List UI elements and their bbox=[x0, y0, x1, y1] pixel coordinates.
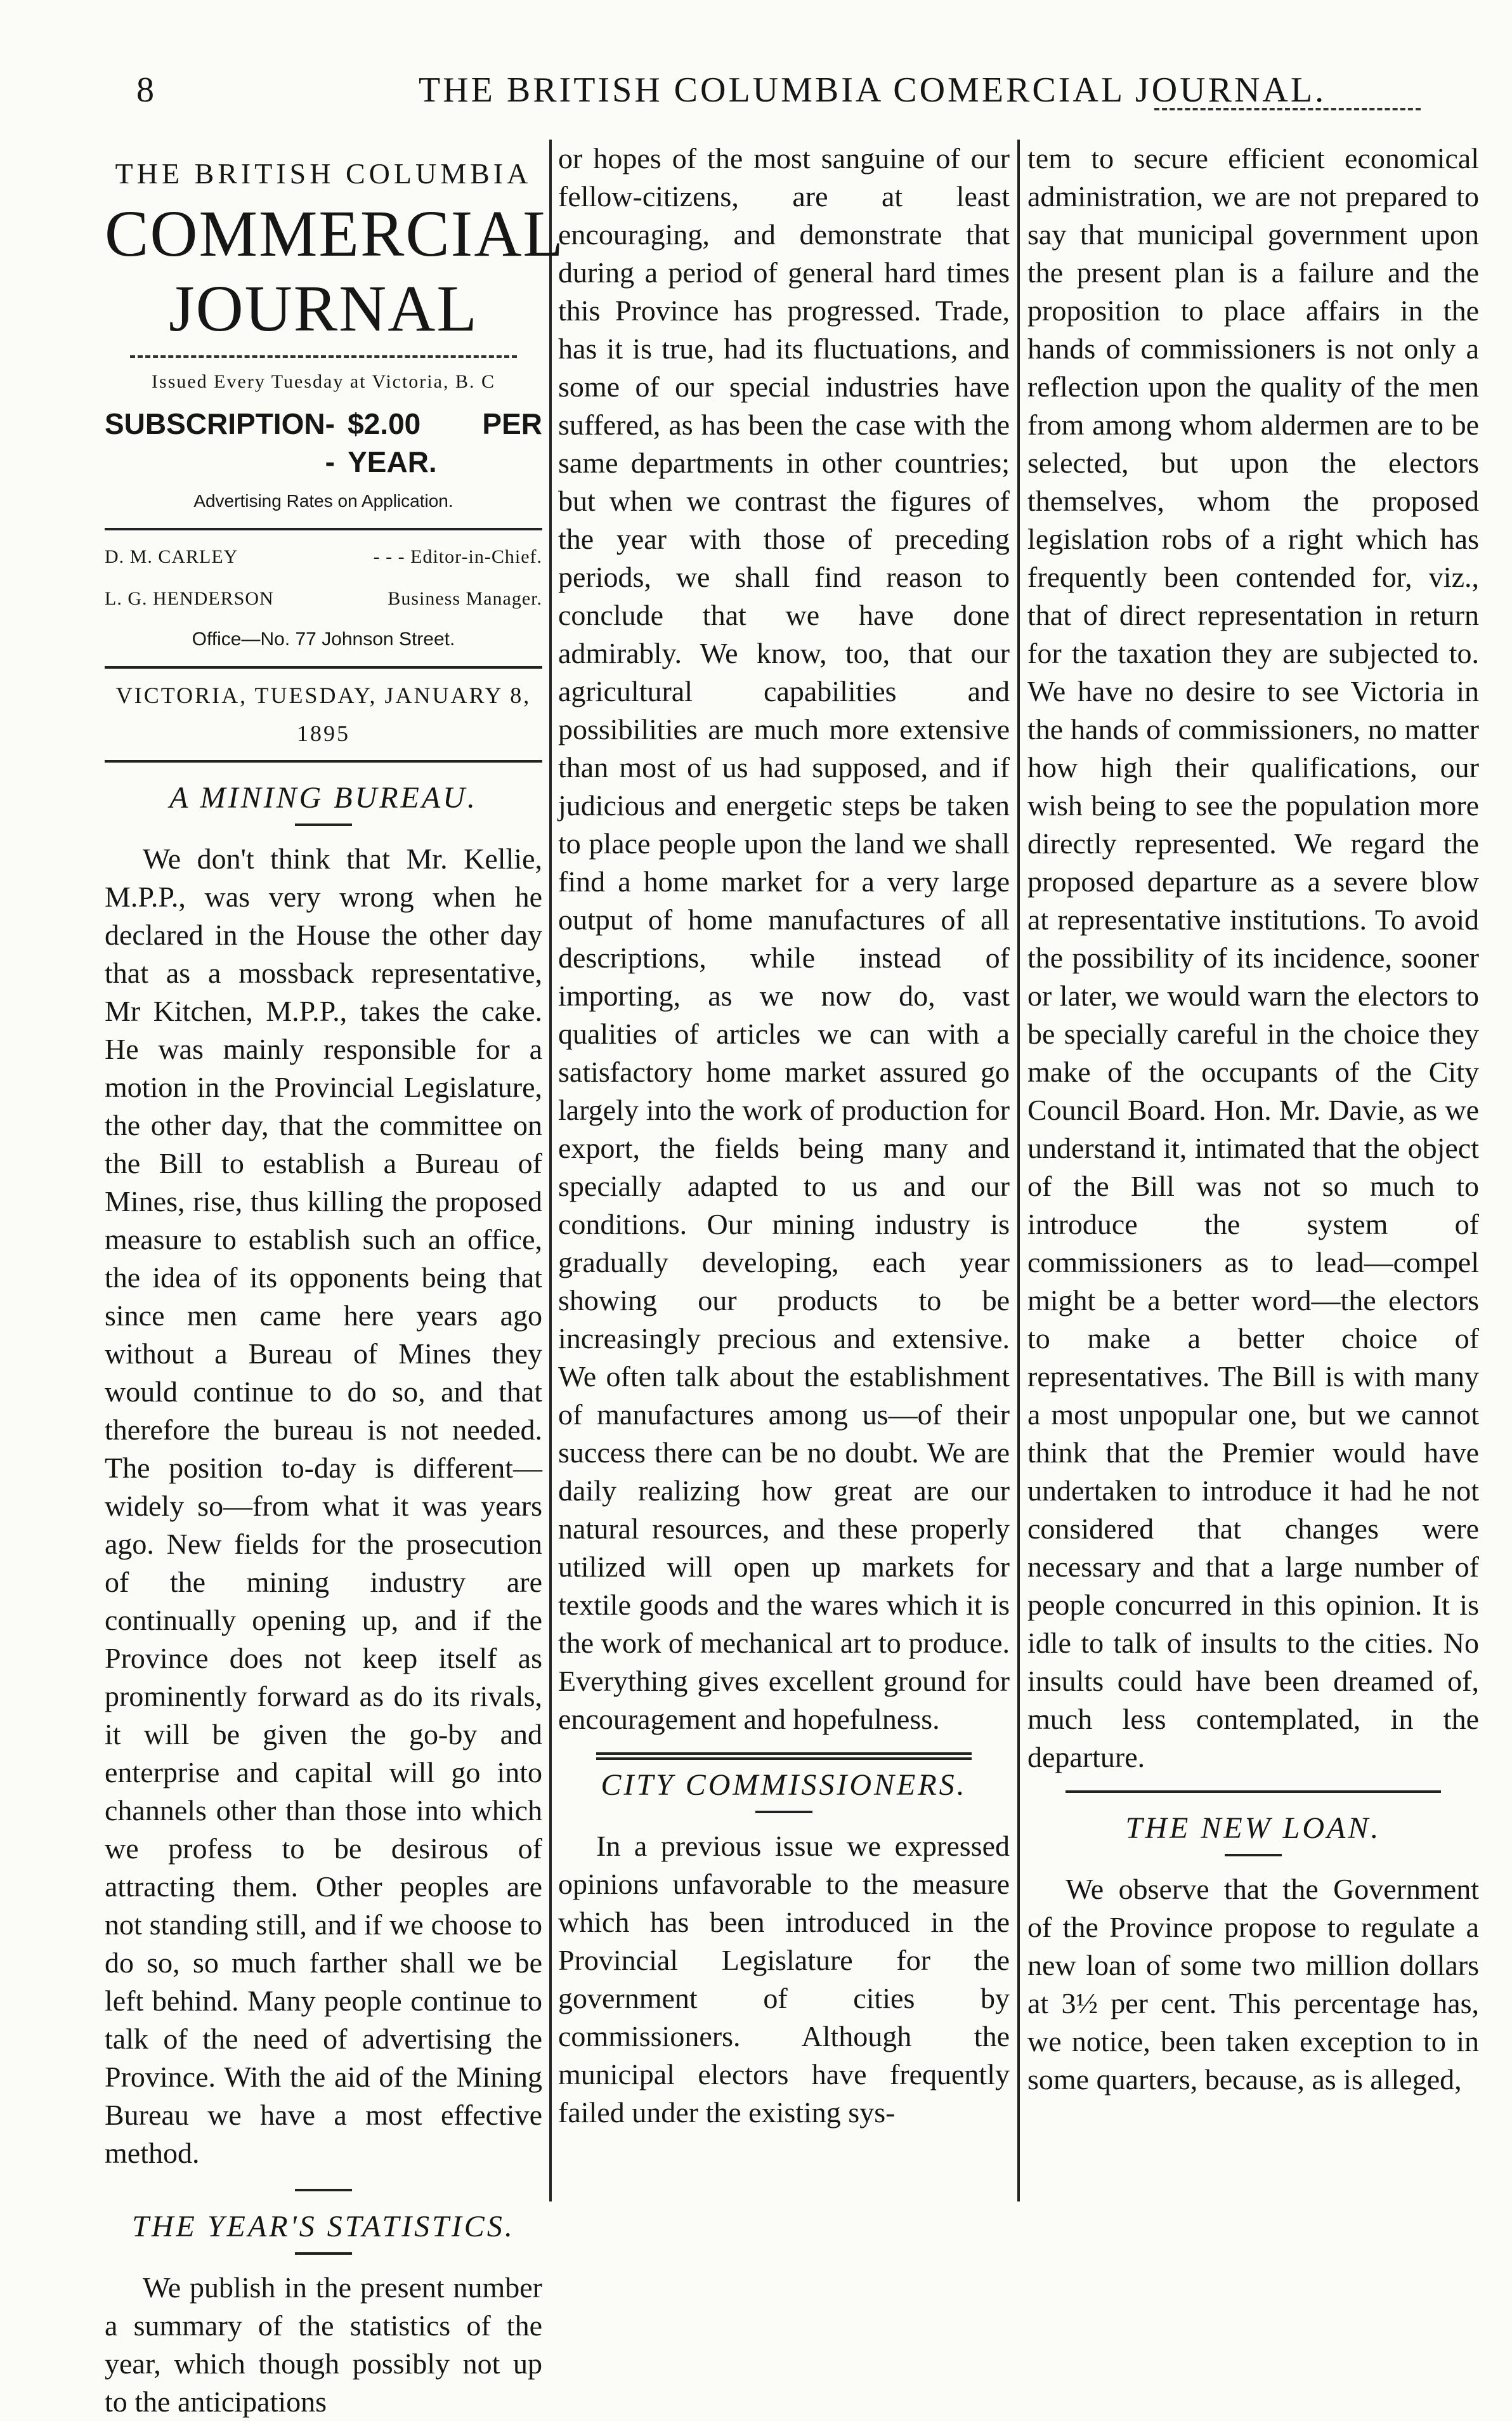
headline-rule bbox=[295, 823, 352, 826]
article-headline: A MINING BUREAU. bbox=[169, 781, 478, 815]
header-dashed-rule bbox=[1154, 108, 1421, 110]
subscription-price: $2.00 PER YEAR. bbox=[348, 407, 542, 478]
article-body: We publish in the present number a summary of the statistics of the year, which though possibly not up to the anticipations bbox=[105, 2271, 542, 2418]
article-body: We don't think that Mr. Kellie, M.P.P., was very wrong when he declared in the House the other day that as a mossback representative, Mr Kitchen, M.P.P., takes the cake. He was mainly responsible for a motion in the Provincial Legislature, the other day, that the committee on the Bill to establish a Bureau of Mines, rise, thus killing the proposed measure to establish such an office, the idea of its opponents being that since men came here years ago without a Bureau of Mines they would continue to do so, and that therefore the bureau is not needed. The position to-day is different—widely so—from what it was years ago. New fields for the prosecution of the mining industry are continually opening up, and if the Province does not keep itself as prominently forward as do its rivals, it will be given the go-by and enterprise and capital will go into channels other than those into which we profess to be desirous of attracting them. Other peoples are not standing still, and if we choose to do so, so much farther shall we be left behind. Many people continue to talk of the need of advertising the Province. With the aid of the Mining Bureau we have a most effective method. bbox=[105, 843, 542, 2169]
section-rule bbox=[1066, 1790, 1441, 1793]
headline-rule bbox=[1225, 1854, 1282, 1856]
masthead-line1: THE BRITISH COLUMBIA bbox=[115, 157, 532, 190]
masthead-rule bbox=[105, 760, 542, 763]
article-headline: THE YEAR'S STATISTICS. bbox=[132, 2210, 515, 2243]
masthead-rule bbox=[130, 355, 517, 358]
column-2 bbox=[558, 140, 1010, 2132]
running-title: THE BRITISH COLUMBIA COMERCIAL JOURNAL. bbox=[419, 70, 1327, 110]
column-1 bbox=[105, 140, 564, 2421]
section-rule bbox=[295, 2189, 352, 2191]
column-divider bbox=[549, 140, 552, 2201]
running-head bbox=[0, 70, 1512, 121]
column-3 bbox=[1027, 140, 1479, 2099]
article-body: In a previous issue we expressed opinions unfavorable to the measure which has been introduced in the Provincial Legislature for the government of cities by commissioners. Although the municipal electors have frequently failed under the existing sys- bbox=[558, 1830, 1010, 2129]
section-rule bbox=[596, 1752, 972, 1755]
masthead bbox=[105, 155, 564, 763]
staff-role: - - - Editor-in-Chief. bbox=[373, 546, 542, 567]
office-address: Office—No. 77 Johnson Street. bbox=[192, 629, 455, 650]
article-body-continued: tem to secure efficient economical administration, we are not prepared to say that municipal government upon the present plan is a failure and the proposition to place affairs in the hands of commissioners is not only a reflection upon the quality of the men from among whom aldermen are to be selected, but upon the electors themselves, whom the proposed legislation robs of a right which has frequently been contended for, viz., that of direct representation in return for the taxation they are subjected to. We have no desire to see Victoria in the hands of commissioners, no matter how high their qualifications, our wish being to see the population more directly represented. We regard the proposed departure as a severe blow at representative institutions. To avoid the possibility of its incidence, sooner or later, we would warn the electors to be specially careful in the choice they make of the occupants of the City Council Board. Hon. Mr. Davie, as we understand it, intimated that the object of the Bill was not so much to introduce the system of commissioners as to lead—compel might be a better word—the electors to make a better choice of representatives. The Bill is with many a most unpopular one, but we cannot think that the Premier would have undertaken to introduce it had he not considered that changes were necessary and that a large number of people concurred in this opinion. It is idle to talk of insults to the cities. No insults could have been dreamed of, much less contemplated, in the departure. bbox=[1027, 142, 1479, 1773]
article-headline: CITY COMMISSIONERS. bbox=[601, 1768, 967, 1802]
subscription-label: SUBSCRIPTION bbox=[105, 407, 325, 440]
article-headline: THE NEW LOAN. bbox=[1125, 1811, 1381, 1845]
headline-rule bbox=[755, 1811, 812, 1813]
page-number: 8 bbox=[136, 70, 155, 110]
subscription-line bbox=[105, 405, 542, 481]
section-rule bbox=[596, 1757, 972, 1760]
masthead-title: COMMERCIAL JOURNAL bbox=[105, 197, 564, 345]
headline-rule bbox=[295, 2252, 352, 2255]
staff-manager bbox=[105, 580, 542, 618]
dateline: VICTORIA, TUESDAY, JANUARY 8, 1895 bbox=[115, 683, 531, 746]
subscription-sep: - - bbox=[325, 407, 335, 478]
staff-name: L. G. HENDERSON bbox=[105, 588, 274, 609]
staff-editor bbox=[105, 538, 542, 576]
staff-role: Business Manager. bbox=[388, 588, 542, 609]
issued-line: Issued Every Tuesday at Victoria, B. C bbox=[152, 371, 495, 392]
masthead-rule bbox=[105, 528, 542, 530]
staff-name: D. M. CARLEY bbox=[105, 546, 238, 567]
article-body: We observe that the Government of the Province propose to regulate a new loan of some two million dollars at 3½ per cent. This percentage has, we notice, been taken exception to in some quarters, because, as is alleged, bbox=[1027, 1873, 1479, 2096]
article-body-continued: or hopes of the most sanguine of our fellow-citizens, are at least encouraging, and demonstrate that during a period of general hard times this Province has progressed. Trade, has it is true, had its fluctuations, and some of our special industries have suffered, as has been the case with the same departments in other countries; but when we contrast the figures of the year with those of preceding periods, we shall find reason to conclude that we have done admirably. We know, too, that our agricultural capabilities and possibilities are much more extensive than most of us had supposed, and if judicious and energetic steps be taken to place people upon the land we shall find a home market for a very large output of home manufactures of all descriptions, while instead of importing, as we now do, vast qualities of articles we can with a satisfactory home market assured go largely into the work of production for export, the fields being many and specially adapted to us and our conditions. Our mining industry is gradually developing, each year showing our products to be increasingly precious and extensive. We often talk about the establishment of manufactures among us—of their success there can be no doubt. We are daily realizing how great are our natural resources, and these properly utilized will open up markets for textile goods and the wares which it is the work of mechanical art to produce. Everything gives excellent ground for encouragement and hopefulness. bbox=[558, 142, 1010, 1735]
column-divider bbox=[1017, 140, 1020, 2201]
advertising-note: Advertising Rates on Application. bbox=[193, 491, 453, 511]
masthead-rule bbox=[105, 666, 542, 669]
